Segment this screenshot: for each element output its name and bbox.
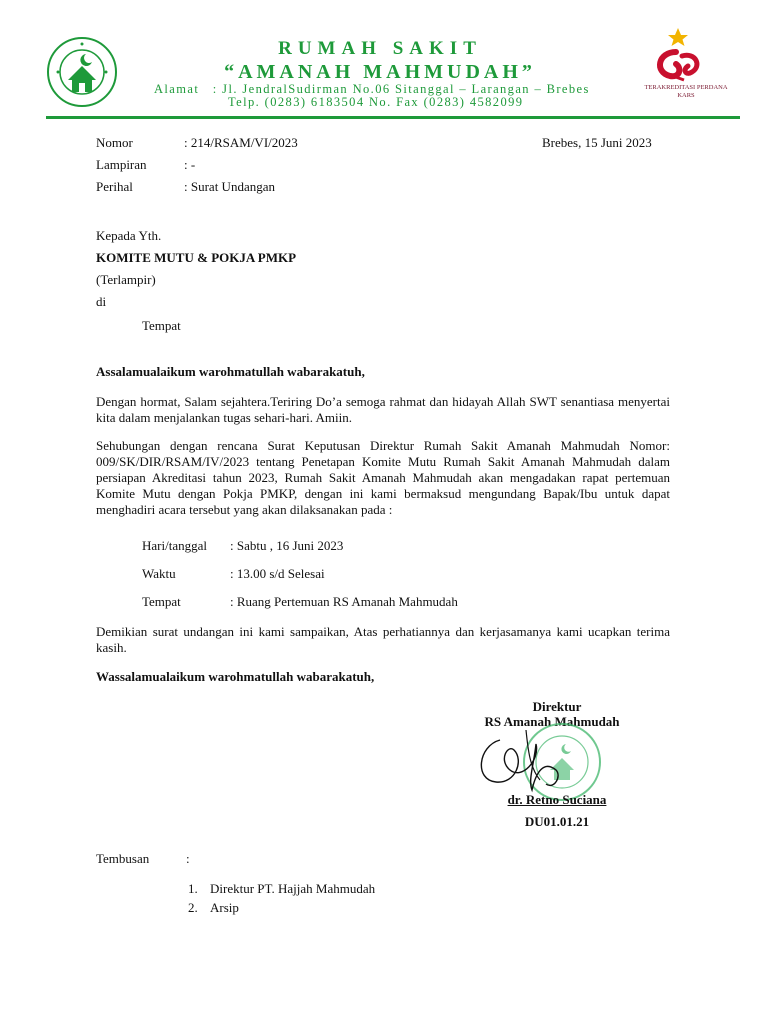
paragraph-2: Sehubungan dengan rencana Surat Keputusan Direktur Rumah Sakit Amanah Mahmudah Nomor: 009/SK/DIR/RSAM/IV/2023 tentang Penetapan Komite Mutu Rumah Sakit Amanah Mahmudah dalam persiapan Akreditasi tahun 2023, Rumah Sakit Amanah Mahmudah akan mengadakan rapat pertemuan Komite Mutu dengan Pokja PMKP, dengan ini kami bermaksud mengundang Bapak/Ibu untuk dapat menghadiri acara tersebut yang akan dilaksanakan pada : <box>96 438 670 517</box>
address-label: Alamat <box>154 82 200 96</box>
nomor-label: Nomor <box>96 135 133 150</box>
detail-label-date: Hari/tanggal <box>142 538 207 553</box>
cc-item-number: 2. <box>188 900 198 915</box>
detail-label-place: Tempat <box>142 594 181 609</box>
hospital-name-line2: “AMANAH MAHMUDAH” <box>224 61 536 83</box>
cc-item-number: 1. <box>188 881 198 896</box>
hospital-name-line1: RUMAH SAKIT <box>278 38 482 59</box>
paragraph-3: Demikian surat undangan ini kami sampaikan, Atas perhatiannya dan kerjasamanya kami ucapkan terima kasih. <box>96 624 670 655</box>
signer-title-1: Direktur <box>532 699 582 714</box>
place-date: Brebes, 15 Juni 2023 <box>542 135 652 150</box>
accreditation-text <box>634 84 738 100</box>
cc-item-text: Direktur PT. Hajjah Mahmudah <box>210 881 376 896</box>
perihal-value: : Surat Undangan <box>184 179 275 194</box>
cc-label: Tembusan <box>96 851 150 866</box>
letterhead-divider <box>46 116 740 119</box>
paragraph-1: Dengan hormat, Salam sejahtera.Teriring Do’a semoga rahmat dan hidayah Allah SWT senantiasa menyertai kita dalam menjalankan tugas sehari-hari. Amiin. <box>96 394 670 425</box>
hospital-logo <box>46 36 118 108</box>
detail-value-date: : Sabtu , 16 Juni 2023 <box>230 538 344 553</box>
signer-name: dr. Retno Suciana <box>507 792 607 807</box>
recipient-note: (Terlampir) <box>96 272 156 287</box>
nomor-value: : 214/RSAM/VI/2023 <box>184 135 298 150</box>
opening-salam: Assalamualaikum warohmatullah wabarakatuh, <box>96 364 365 379</box>
address-value: : Jl. JendralSudirman No.06 Sitanggal – Larangan – Brebes <box>212 82 590 96</box>
detail-value-place: : Ruang Pertemuan RS Amanah Mahmudah <box>230 594 458 609</box>
detail-value-time: : 13.00 s/d Selesai <box>230 566 325 581</box>
recipient-place: Tempat <box>142 318 181 333</box>
recipient-name: KOMITE MUTU & POKJA PMKP <box>96 250 297 265</box>
cc-item-text: Arsip <box>210 900 239 915</box>
accreditation-line2: KARS <box>677 92 695 99</box>
cc-colon: : <box>186 851 190 866</box>
signer-title-2: RS Amanah Mahmudah <box>484 714 620 729</box>
address-line-2: Telp. (0283) 6183504 No. Fax (0283) 4582099 <box>228 95 524 109</box>
detail-label-time: Waktu <box>142 566 176 581</box>
recipient-greeting: Kepada Yth. <box>96 228 162 243</box>
signer-code: DU01.01.21 <box>524 814 590 829</box>
lampiran-value: : - <box>184 157 196 172</box>
closing-salam: Wassalamualaikum warohmatullah wabarakatuh, <box>96 669 375 684</box>
lampiran-label: Lampiran <box>96 157 147 172</box>
perihal-label: Perihal <box>96 179 133 194</box>
accreditation-line1: TERAKREDITASI PERDANA <box>644 84 728 91</box>
hospital-name <box>130 38 630 84</box>
recipient-di: di <box>96 294 107 309</box>
